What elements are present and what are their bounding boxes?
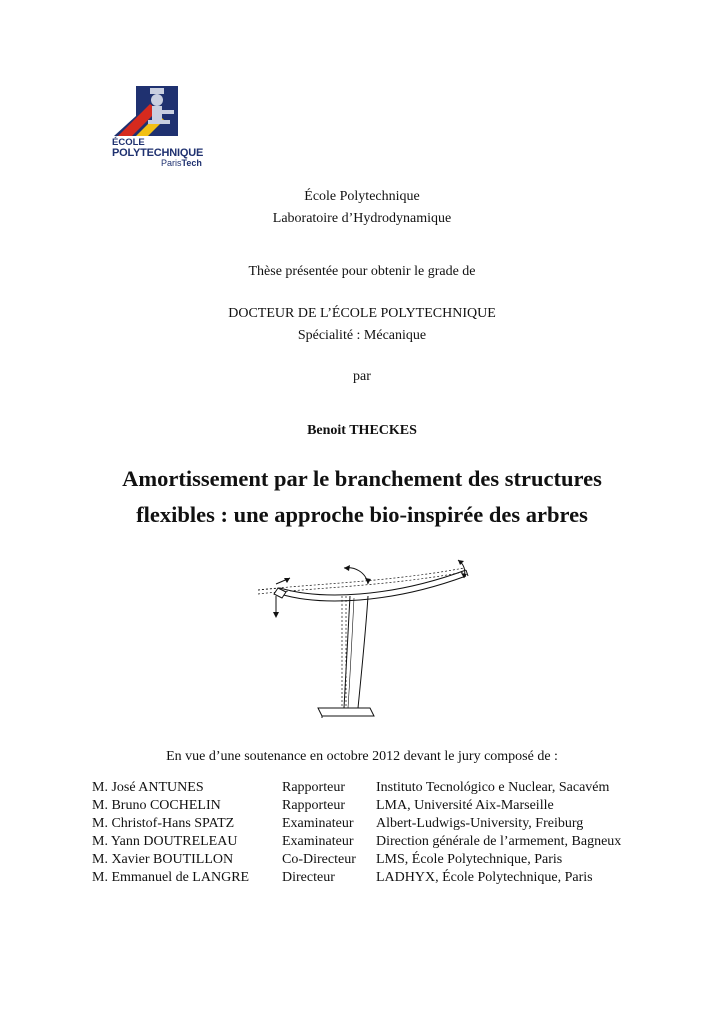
- jury-role: Directeur: [282, 870, 335, 885]
- defense-text: En vue d’une soutenance en octobre 2012 devant le jury composé de :: [166, 749, 558, 764]
- laboratory: Laboratoire d’Hydrodynamique: [272, 211, 452, 226]
- jury-name: M. Christof-Hans SPATZ: [92, 816, 235, 831]
- jury-role: Co-Directeur: [282, 852, 356, 867]
- logo-text-ecole: ÉCOLE: [112, 137, 145, 148]
- logo-text-paristech: ParisTech: [161, 158, 202, 168]
- jury-name: M. Yann DOUTRELEAU: [92, 834, 238, 849]
- logo-text-polytechnique: POLYTECHNIQUE: [112, 147, 204, 159]
- jury-name: M. Xavier BOUTILLON: [92, 852, 234, 867]
- branched-structure-figure: [250, 558, 482, 722]
- jury-affiliation: Instituto Tecnológico e Nuclear, Sacavém: [376, 780, 610, 795]
- jury-name: M. José ANTUNES: [92, 780, 204, 795]
- author: Benoit THECKES: [307, 423, 417, 438]
- speciality: Spécialité : Mécanique: [297, 328, 427, 343]
- jury-role: Rapporteur: [282, 780, 345, 795]
- institution: École Polytechnique: [304, 189, 420, 204]
- degree: DOCTEUR DE L’ÉCOLE POLYTECHNIQUE: [228, 306, 496, 321]
- by-label: par: [353, 369, 371, 384]
- jury-affiliation: LADHYX, École Polytechnique, Paris: [376, 870, 593, 885]
- thesis-title-line1: Amortissement par le branchement des structures: [122, 466, 602, 491]
- jury-affiliation: LMA, Université Aix-Marseille: [376, 798, 554, 813]
- jury-role: Examinateur: [282, 834, 354, 849]
- jury-name: M. Emmanuel de LANGRE: [92, 870, 250, 885]
- tree-structure-illustration: [250, 558, 482, 722]
- logo-emblem-icon: [110, 86, 220, 142]
- jury-affiliation: LMS, École Polytechnique, Paris: [376, 852, 563, 867]
- ecole-polytechnique-logo: [110, 86, 220, 172]
- jury-affiliation: Albert-Ludwigs-University, Freiburg: [376, 816, 584, 831]
- jury-role: Examinateur: [282, 816, 354, 831]
- thesis-intro: Thèse présentée pour obtenir le grade de: [248, 264, 476, 279]
- thesis-title-line2: flexibles : une approche bio-inspirée des arbres: [136, 502, 588, 527]
- jury-affiliation: Direction générale de l’armement, Bagneux: [376, 834, 622, 849]
- jury-role: Rapporteur: [282, 798, 345, 813]
- jury-name: M. Bruno COCHELIN: [92, 798, 221, 813]
